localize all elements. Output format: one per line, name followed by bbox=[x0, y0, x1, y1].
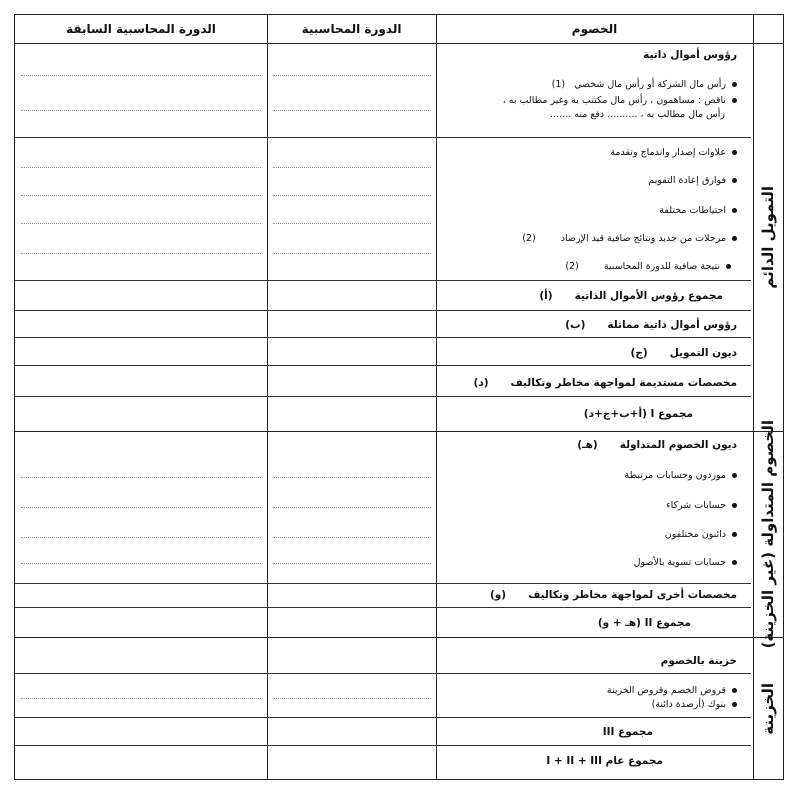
item-premiums: علاوات إصدار واندماج وتقدمة bbox=[610, 147, 737, 158]
bullet-icon bbox=[732, 82, 737, 87]
dotted-line bbox=[21, 477, 261, 478]
item-carried-forward: مرحلات من جديد ونتائج صافية قيد الإرصاد (2) bbox=[522, 233, 737, 244]
item-equity-title: رؤوس أموال ذاتية bbox=[643, 49, 737, 61]
dotted-line bbox=[21, 253, 261, 254]
row-divider bbox=[15, 280, 751, 281]
dotted-line bbox=[273, 507, 431, 508]
row-divider bbox=[15, 337, 751, 338]
item-provisions-lt: مخصصات مستديمة لمواجهة مخاطر وتكاليف(د) bbox=[473, 377, 737, 389]
item-current-debts: ديون الخصوم المتداولة(هـ) bbox=[577, 439, 737, 451]
item-partners: حسابات شركاء bbox=[666, 500, 737, 511]
item-called-capital: رأس مال مطالب به ، .......... دفع منه ....... bbox=[550, 109, 725, 120]
row-divider bbox=[15, 583, 751, 584]
bullet-icon bbox=[732, 150, 737, 155]
dotted-line bbox=[21, 563, 261, 564]
item-total-3: مجموع III bbox=[602, 726, 653, 738]
dotted-line bbox=[21, 507, 261, 508]
item-financing-debts: ديون التمويل(ج) bbox=[630, 347, 737, 359]
bullet-icon bbox=[732, 532, 737, 537]
header-divider bbox=[15, 43, 783, 44]
item-suppliers: موردون وحسابات مرتبطة bbox=[625, 470, 737, 481]
bullet-icon bbox=[732, 473, 737, 478]
header-previous-period: الدورة المحاسبية السابقة bbox=[66, 22, 216, 36]
row-divider bbox=[15, 396, 751, 397]
row-divider bbox=[15, 673, 751, 674]
dotted-line bbox=[273, 253, 431, 254]
section-label-permanent: التمويل الدائم bbox=[759, 185, 777, 289]
dotted-line bbox=[21, 223, 261, 224]
row-divider bbox=[15, 365, 751, 366]
row-divider bbox=[15, 745, 751, 746]
item-other-creditors: دائنون مختلفون bbox=[665, 529, 737, 540]
bullet-icon bbox=[732, 702, 737, 707]
bullet-icon bbox=[732, 560, 737, 565]
bullet-icon bbox=[726, 264, 731, 269]
balance-sheet-liabilities-table bbox=[14, 14, 784, 780]
bullet-icon bbox=[732, 98, 737, 103]
column-divider bbox=[267, 15, 268, 779]
header-liabilities: الخصوم bbox=[571, 22, 618, 36]
dotted-line bbox=[21, 75, 261, 76]
item-regularization: حسابات تسوية بالأصول bbox=[634, 557, 737, 568]
dotted-line bbox=[273, 167, 431, 168]
item-total-2: مجموع II (هـ + و) bbox=[597, 617, 691, 629]
dotted-line bbox=[21, 167, 261, 168]
dotted-line bbox=[273, 223, 431, 224]
dotted-line bbox=[273, 537, 431, 538]
item-other-provisions: مخصصات أخرى لمواجهة مخاطر وتكاليف(و) bbox=[489, 589, 737, 601]
row-divider bbox=[15, 137, 751, 138]
item-net-result: نتيجة صافية للدورة المحاسبية (2) bbox=[565, 261, 731, 272]
row-divider bbox=[15, 310, 751, 311]
dotted-line bbox=[21, 698, 261, 699]
item-equity-total: مجموع رؤوس الأموال الذاتية(أ) bbox=[539, 290, 723, 302]
item-less-partners: ناقص : مساهمون ، رأس مال مكتتب به وغير مطالب به ، bbox=[503, 95, 737, 106]
dotted-line bbox=[273, 698, 431, 699]
item-quasi-equity: رؤوس أموال ذاتية مماثلة(ب) bbox=[565, 319, 737, 331]
dotted-line bbox=[21, 110, 261, 111]
item-bank-overdrafts: بنوك (أرصدة دائنة) bbox=[652, 699, 737, 710]
item-treasury-liab: خزينة بالخصوم bbox=[660, 655, 737, 667]
dotted-line bbox=[21, 195, 261, 196]
bullet-icon bbox=[732, 178, 737, 183]
bullet-icon bbox=[732, 236, 737, 241]
column-divider bbox=[436, 15, 437, 779]
row-divider bbox=[15, 717, 751, 718]
dotted-line bbox=[273, 110, 431, 111]
bullet-icon bbox=[732, 688, 737, 693]
bullet-icon bbox=[732, 208, 737, 213]
section-divider bbox=[15, 431, 783, 432]
item-reserves: احتياطات مختلفة bbox=[659, 205, 737, 216]
dotted-line bbox=[273, 477, 431, 478]
dotted-line bbox=[273, 195, 431, 196]
bullet-icon bbox=[732, 503, 737, 508]
item-revaluation: فوارق إعادة التقويم bbox=[648, 175, 737, 186]
header-current-period: الدورة المحاسبية bbox=[301, 22, 402, 36]
dotted-line bbox=[273, 75, 431, 76]
item-grand-total: مجموع عام I + II + III bbox=[546, 755, 663, 767]
row-divider bbox=[15, 607, 751, 608]
section-divider bbox=[15, 637, 783, 638]
item-total-1: مجموع I (أ+ب+ج+د) bbox=[583, 408, 693, 420]
dotted-line bbox=[273, 563, 431, 564]
item-bank-loans: قروض الخصم وقروض الخزينة bbox=[607, 685, 737, 696]
section-label-current: الخصوم المتداولة (غير الخزينة) bbox=[759, 419, 777, 649]
section-label-treasury: الخزينة bbox=[759, 683, 777, 735]
item-capital: رأس مال الشركة أو رأس مال شخصي (1) bbox=[552, 79, 737, 90]
dotted-line bbox=[21, 537, 261, 538]
